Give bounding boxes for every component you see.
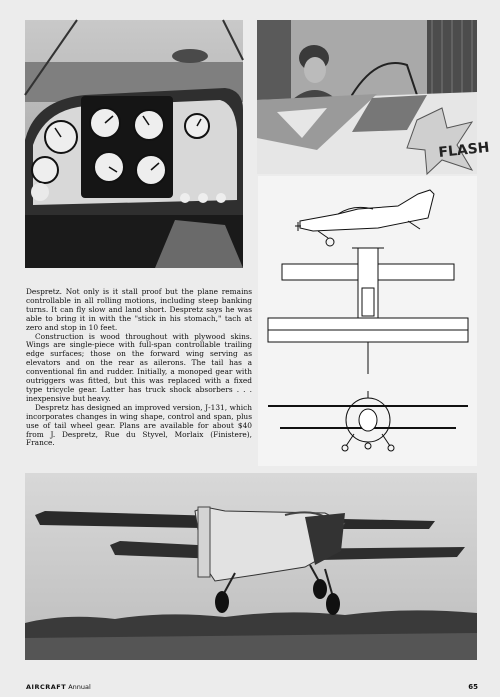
article-body bbox=[26, 288, 252, 448]
magazine-issue: Annual bbox=[68, 683, 91, 691]
pilot-photo bbox=[257, 20, 491, 174]
fuselage-marking: FLASH bbox=[437, 139, 491, 161]
article-paragraph-1: Despretz. Not only is it stall proof but the plane remains controllable in all rolling motions, including steep banking turns. It can fly slow and land short. Despretz says he was able to bring it in with the "stick in his stomach," tach at zero and stop in 10 feet. bbox=[26, 287, 252, 332]
side-view bbox=[295, 190, 434, 246]
aircraft-in-flight-photo bbox=[25, 473, 477, 660]
top-view bbox=[268, 248, 468, 374]
magazine-footer bbox=[26, 683, 91, 691]
page-number: 65 bbox=[468, 683, 478, 691]
magazine-brand: AIRCRAFT bbox=[26, 683, 67, 691]
front-view bbox=[268, 391, 468, 451]
three-view-drawing bbox=[258, 176, 477, 466]
article-paragraph-3: Despretz has designed an improved version, J-131, which incorporates changes in wing shape, control and span, plus use of tail wheel gear. Plans are available for about $40 from J. Despretz, Rue du Styvel, Morlaix (Finistere), France. bbox=[26, 402, 252, 448]
article-paragraph-2: Construction is wood throughout with plywood skins. Wings are single-piece with full-span controllable trailing edge surfaces; those on the forward wing serving as elevators and on the rear as ailerons. The tail has a conventional fin and rudder. Initially, a monoped gear with outriggers was fitted, but this was replaced with a fixed type tricycle gear. Latter has truck shock absorbers . . . inexpensive but heavy. bbox=[26, 331, 252, 403]
cockpit-photo bbox=[25, 20, 243, 268]
